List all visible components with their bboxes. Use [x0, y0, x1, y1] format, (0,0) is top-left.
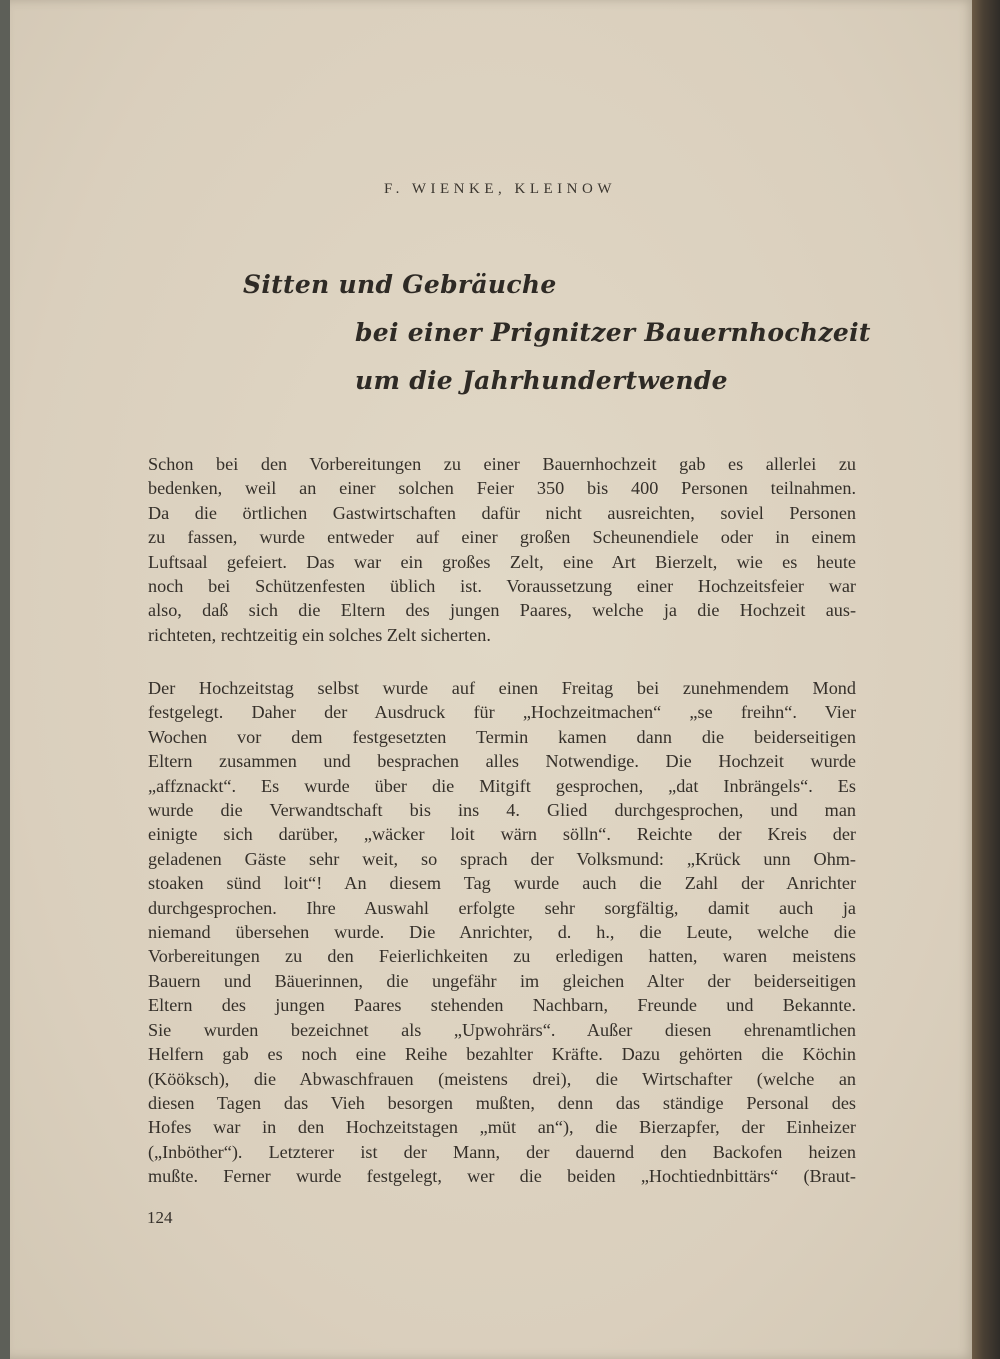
paragraph-line: geladenen Gäste sehr weit, so sprach der Volksmund: „Krück unn Ohm- [148, 848, 856, 869]
paragraph-1 [148, 452, 856, 647]
paragraph-line: „affznackt“. Es wurde über die Mitgift gesprochen, „dat Inbrängels“. Es [148, 775, 856, 796]
paragraph-line: („Inböther“). Letzterer ist der Mann, der dauernd den Backofen heizen [148, 1141, 856, 1162]
paragraph-line: Luftsaal gefeiert. Das war ein großes Zelt, eine Art Bierzelt, wie es heute [148, 551, 856, 572]
paragraph-line: Sie wurden bezeichnet als „Upwohrärs“. Außer diesen ehrenamtlichen [148, 1019, 856, 1040]
paragraph-line: Schon bei den Vorbereitungen zu einer Bauernhochzeit gab es allerlei zu [148, 454, 856, 474]
paragraph-line: Helfern gab es noch eine Reihe bezahlter Kräfte. Dazu gehörten die Köchin [148, 1044, 856, 1065]
title-line-2: bei einer Prignitzer Bauernhochzeit [355, 318, 871, 347]
paragraph-line: festgelegt. Daher der Ausdruck für „Hochzeitmachen“ „se freihn“. Vier [148, 702, 856, 723]
paragraph-line: richteten, rechtzeitig ein solches Zelt sicherten. [148, 624, 491, 645]
paragraph-line: Eltern des jungen Paares stehenden Nachbarn, Freunde und Bekannte. [148, 995, 856, 1016]
paragraph-line: diesen Tagen das Vieh besorgen mußten, denn das ständige Personal des [148, 1092, 856, 1113]
paragraph-line: (Kööksch), die Abwaschfrauen (meistens drei), die Wirtschafter (welche an [148, 1068, 856, 1089]
paragraph-line: Bauern und Bäuerinnen, die ungefähr im gleichen Alter der beiderseitigen [148, 970, 856, 991]
paragraph-line: Hofes war in den Hochzeitstagen „müt an“), die Bierzapfer, der Einheizer [148, 1117, 856, 1138]
paragraph-line: stoaken sünd loit“! An diesem Tag wurde auch die Zahl der Anrichter [148, 873, 856, 894]
book-binding-edge [972, 0, 1000, 1359]
paragraph-line: bedenken, weil an einer solchen Feier 350 bis 400 Personen teilnahmen. [148, 478, 856, 499]
title-line-1: Sitten und Gebräuche [243, 270, 557, 299]
author-line: F. WIENKE, KLEINOW [384, 181, 616, 197]
paragraph-line: also, daß sich die Eltern des jungen Paares, welche ja die Hochzeit aus- [148, 600, 856, 621]
paragraph-2 [148, 676, 856, 1189]
paragraph-line: einigte sich darüber, „wäcker loit wärn sölln“. Reichte der Kreis der [148, 824, 856, 845]
paragraph-line: durchgesprochen. Ihre Auswahl erfolgte sehr sorgfältig, damit auch ja [148, 897, 856, 918]
paragraph-line: wurde die Verwandtschaft bis ins 4. Glied durchgesprochen, und man [148, 800, 856, 821]
paragraph-line: zu fassen, wurde entweder auf einer großen Scheunendiele oder in einem [148, 527, 856, 548]
paragraph-line: noch bei Schützenfesten üblich ist. Voraussetzung einer Hochzeitsfeier war [148, 576, 856, 597]
page-number: 124 [147, 1208, 173, 1227]
paragraph-line: Vorbereitungen zu den Feierlichkeiten zu erledigen hatten, waren meistens [148, 946, 856, 967]
paragraph-line: Wochen vor dem festgesetzten Termin kamen dann die beiderseitigen [148, 726, 856, 747]
paragraph-line: mußte. Ferner wurde festgelegt, wer die beiden „Hochtiednbittärs“ (Braut- [148, 1166, 856, 1187]
title-line-3: um die Jahrhundertwende [355, 366, 728, 395]
paragraph-line: niemand übersehen wurde. Die Anrichter, d. h., die Leute, welche die [148, 922, 856, 943]
paragraph-line: Der Hochzeitstag selbst wurde auf einen Freitag bei zunehmendem Mond [148, 678, 856, 698]
paragraph-line: Da die örtlichen Gastwirtschaften dafür nicht ausreichten, soviel Personen [148, 502, 856, 523]
paragraph-line: Eltern zusammen und besprachen alles Notwendige. Die Hochzeit wurde [148, 751, 856, 772]
